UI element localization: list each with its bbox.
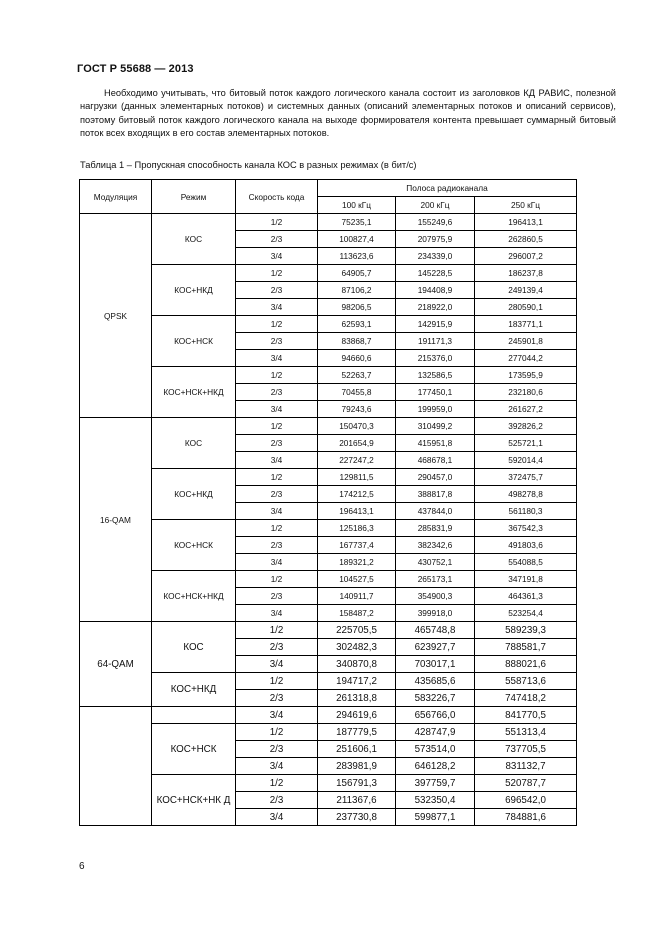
mode-cell: КОС+НКД — [152, 469, 236, 520]
value-100-cell: 104527,5 — [318, 571, 396, 588]
code-rate-cell: 2/3 — [236, 792, 318, 809]
code-rate-cell: 2/3 — [236, 486, 318, 503]
header-bandwidth: Полоса радиоканала — [318, 180, 577, 197]
code-rate-cell: 3/4 — [236, 401, 318, 418]
value-200-cell: 415951,8 — [396, 435, 475, 452]
code-rate-cell: 2/3 — [236, 639, 318, 656]
value-200-cell: 397759,7 — [396, 775, 475, 792]
value-100-cell: 75235,1 — [318, 214, 396, 231]
value-250-cell: 525721,1 — [475, 435, 577, 452]
value-200-cell: 428747,9 — [396, 724, 475, 741]
value-200-cell: 656766,0 — [396, 707, 475, 724]
table-row — [80, 214, 577, 231]
mode-cell: КОС+НКД — [152, 265, 236, 316]
value-250-cell: 186237,8 — [475, 265, 577, 282]
value-200-cell: 145228,5 — [396, 265, 475, 282]
table-row — [80, 622, 577, 639]
value-200-cell: 599877,1 — [396, 809, 475, 826]
value-200-cell: 646128,2 — [396, 758, 475, 775]
code-rate-cell: 2/3 — [236, 282, 318, 299]
value-100-cell: 64905,7 — [318, 265, 396, 282]
table-row — [80, 316, 577, 333]
table-row — [80, 707, 577, 724]
value-100-cell: 294619,6 — [318, 707, 396, 724]
code-rate-cell: 3/4 — [236, 503, 318, 520]
value-100-cell: 211367,6 — [318, 792, 396, 809]
mode-cell: КОС+НКД — [152, 673, 236, 707]
value-250-cell: 592014,4 — [475, 452, 577, 469]
value-250-cell: 392826,2 — [475, 418, 577, 435]
value-200-cell: 388817,8 — [396, 486, 475, 503]
value-250-cell: 498278,8 — [475, 486, 577, 503]
value-200-cell: 265173,1 — [396, 571, 475, 588]
value-250-cell: 589239,3 — [475, 622, 577, 639]
value-200-cell: 310499,2 — [396, 418, 475, 435]
value-100-cell: 261318,8 — [318, 690, 396, 707]
value-100-cell: 251606,1 — [318, 741, 396, 758]
code-rate-cell: 1/2 — [236, 724, 318, 741]
value-250-cell: 372475,7 — [475, 469, 577, 486]
value-200-cell: 207975,9 — [396, 231, 475, 248]
value-250-cell: 491803,6 — [475, 537, 577, 554]
code-rate-cell: 2/3 — [236, 384, 318, 401]
value-200-cell: 199959,0 — [396, 401, 475, 418]
value-100-cell: 340870,8 — [318, 656, 396, 673]
mode-cell — [152, 707, 236, 724]
value-200-cell: 177450,1 — [396, 384, 475, 401]
value-200-cell: 234339,0 — [396, 248, 475, 265]
document-code: ГОСТ Р 55688 — 2013 — [77, 63, 194, 75]
value-250-cell: 554088,5 — [475, 554, 577, 571]
value-100-cell: 83868,7 — [318, 333, 396, 350]
value-250-cell: 232180,6 — [475, 384, 577, 401]
table-row — [80, 673, 577, 690]
value-100-cell: 302482,3 — [318, 639, 396, 656]
value-200-cell: 218922,0 — [396, 299, 475, 316]
value-250-cell: 196413,1 — [475, 214, 577, 231]
value-250-cell: 747418,2 — [475, 690, 577, 707]
value-200-cell: 430752,1 — [396, 554, 475, 571]
code-rate-cell: 1/2 — [236, 367, 318, 384]
throughput-table — [79, 179, 577, 826]
code-rate-cell: 1/2 — [236, 316, 318, 333]
modulation-cell: 64-QAM — [80, 622, 152, 707]
value-100-cell: 156791,3 — [318, 775, 396, 792]
code-rate-cell: 3/4 — [236, 299, 318, 316]
value-200-cell: 194408,9 — [396, 282, 475, 299]
value-250-cell: 183771,1 — [475, 316, 577, 333]
value-100-cell: 201654,9 — [318, 435, 396, 452]
header-bw-100: 100 кГц — [318, 197, 396, 214]
header-modulation: Модуляция — [80, 180, 152, 214]
mode-cell: КОС — [152, 418, 236, 469]
value-200-cell: 132586,5 — [396, 367, 475, 384]
code-rate-cell: 3/4 — [236, 656, 318, 673]
table-row — [80, 724, 577, 741]
value-100-cell: 167737,4 — [318, 537, 396, 554]
code-rate-cell: 3/4 — [236, 248, 318, 265]
value-250-cell: 561180,3 — [475, 503, 577, 520]
code-rate-cell: 2/3 — [236, 435, 318, 452]
code-rate-cell: 3/4 — [236, 758, 318, 775]
value-200-cell: 437844,0 — [396, 503, 475, 520]
value-200-cell: 532350,4 — [396, 792, 475, 809]
code-rate-cell: 2/3 — [236, 741, 318, 758]
mode-cell: КОС+НСК+НКД — [152, 571, 236, 622]
value-100-cell: 150470,3 — [318, 418, 396, 435]
value-250-cell: 464361,3 — [475, 588, 577, 605]
mode-cell: КОС+НСК — [152, 724, 236, 775]
mode-cell: КОС+НСК — [152, 316, 236, 367]
table-row — [80, 418, 577, 435]
table-row — [80, 469, 577, 486]
value-100-cell: 227247,2 — [318, 452, 396, 469]
value-200-cell: 285831,9 — [396, 520, 475, 537]
value-200-cell: 583226,7 — [396, 690, 475, 707]
value-100-cell: 52263,7 — [318, 367, 396, 384]
value-250-cell: 261627,2 — [475, 401, 577, 418]
value-250-cell: 262860,5 — [475, 231, 577, 248]
value-100-cell: 70455,8 — [318, 384, 396, 401]
header-bw-200: 200 кГц — [396, 197, 475, 214]
modulation-cell: QPSK — [80, 214, 152, 418]
code-rate-cell: 2/3 — [236, 690, 318, 707]
value-200-cell: 703017,1 — [396, 656, 475, 673]
value-250-cell: 784881,6 — [475, 809, 577, 826]
value-200-cell: 623927,7 — [396, 639, 475, 656]
value-100-cell: 62593,1 — [318, 316, 396, 333]
value-100-cell: 113623,6 — [318, 248, 396, 265]
code-rate-cell: 1/2 — [236, 622, 318, 639]
value-250-cell: 523254,4 — [475, 605, 577, 622]
value-200-cell: 215376,0 — [396, 350, 475, 367]
value-250-cell: 841770,5 — [475, 707, 577, 724]
value-250-cell: 696542,0 — [475, 792, 577, 809]
value-100-cell: 98206,5 — [318, 299, 396, 316]
value-100-cell: 194717,2 — [318, 673, 396, 690]
value-250-cell: 831132,7 — [475, 758, 577, 775]
code-rate-cell: 3/4 — [236, 707, 318, 724]
code-rate-cell: 3/4 — [236, 809, 318, 826]
value-250-cell: 347191,8 — [475, 571, 577, 588]
value-100-cell: 125186,3 — [318, 520, 396, 537]
modulation-cell — [80, 707, 152, 826]
value-100-cell: 196413,1 — [318, 503, 396, 520]
value-100-cell: 94660,6 — [318, 350, 396, 367]
value-250-cell: 558713,6 — [475, 673, 577, 690]
value-200-cell: 468678,1 — [396, 452, 475, 469]
value-250-cell: 277044,2 — [475, 350, 577, 367]
table-body — [80, 214, 577, 826]
intro-paragraph: Необходимо учитывать, что битовый поток каждого логического канала состоит из заголовков КД РАВИС, полезной нагрузки (данных элементарных потоков) и системных данных (описаний элементарных потоков и описаний сервисов), поэтому битовый поток каждого логического канала на выходе формирователя контента превышает суммарный битовый поток всех входящих в его состав элементарных потоков. — [80, 88, 616, 139]
table-row — [80, 367, 577, 384]
mode-cell: КОС — [152, 214, 236, 265]
code-rate-cell: 3/4 — [236, 554, 318, 571]
value-100-cell: 129811,5 — [318, 469, 396, 486]
header-code-rate: Скорость кода — [236, 180, 318, 214]
table-row — [80, 775, 577, 792]
value-200-cell: 382342,6 — [396, 537, 475, 554]
value-250-cell: 245901,8 — [475, 333, 577, 350]
code-rate-cell: 1/2 — [236, 469, 318, 486]
value-100-cell: 189321,2 — [318, 554, 396, 571]
value-250-cell: 551313,4 — [475, 724, 577, 741]
code-rate-cell: 1/2 — [236, 775, 318, 792]
code-rate-cell: 2/3 — [236, 588, 318, 605]
code-rate-cell: 1/2 — [236, 673, 318, 690]
code-rate-cell: 3/4 — [236, 350, 318, 367]
header-mode: Режим — [152, 180, 236, 214]
mode-cell: КОС — [152, 622, 236, 673]
table-row — [80, 265, 577, 282]
page-number: 6 — [79, 861, 85, 872]
value-250-cell: 249139,4 — [475, 282, 577, 299]
value-100-cell: 158487,2 — [318, 605, 396, 622]
mode-cell: КОС+НСК+НКД — [152, 367, 236, 418]
code-rate-cell: 1/2 — [236, 571, 318, 588]
value-250-cell: 788581,7 — [475, 639, 577, 656]
value-250-cell: 888021,6 — [475, 656, 577, 673]
value-250-cell: 296007,2 — [475, 248, 577, 265]
table-caption: Таблица 1 – Пропускная способность канала КОС в разных режимах (в бит/с) — [80, 160, 417, 170]
code-rate-cell: 2/3 — [236, 333, 318, 350]
value-200-cell: 191171,3 — [396, 333, 475, 350]
value-200-cell: 155249,6 — [396, 214, 475, 231]
code-rate-cell: 1/2 — [236, 214, 318, 231]
value-100-cell: 100827,4 — [318, 231, 396, 248]
value-250-cell: 520787,7 — [475, 775, 577, 792]
value-200-cell: 465748,8 — [396, 622, 475, 639]
value-200-cell: 290457,0 — [396, 469, 475, 486]
code-rate-cell: 2/3 — [236, 537, 318, 554]
code-rate-cell: 3/4 — [236, 452, 318, 469]
code-rate-cell: 1/2 — [236, 520, 318, 537]
value-250-cell: 173595,9 — [475, 367, 577, 384]
code-rate-cell: 2/3 — [236, 231, 318, 248]
modulation-cell: 16-QAM — [80, 418, 152, 622]
value-200-cell: 354900,3 — [396, 588, 475, 605]
value-100-cell: 283981,9 — [318, 758, 396, 775]
value-100-cell: 140911,7 — [318, 588, 396, 605]
mode-cell: КОС+НСК+НК Д — [152, 775, 236, 826]
value-100-cell: 237730,8 — [318, 809, 396, 826]
value-100-cell: 225705,5 — [318, 622, 396, 639]
value-100-cell: 174212,5 — [318, 486, 396, 503]
value-200-cell: 399918,0 — [396, 605, 475, 622]
value-200-cell: 142915,9 — [396, 316, 475, 333]
value-100-cell: 79243,6 — [318, 401, 396, 418]
mode-cell: КОС+НСК — [152, 520, 236, 571]
code-rate-cell: 1/2 — [236, 418, 318, 435]
header-bw-250: 250 кГц — [475, 197, 577, 214]
table-row — [80, 520, 577, 537]
value-100-cell: 187779,5 — [318, 724, 396, 741]
value-250-cell: 280590,1 — [475, 299, 577, 316]
value-200-cell: 573514,0 — [396, 741, 475, 758]
value-200-cell: 435685,6 — [396, 673, 475, 690]
table-row — [80, 571, 577, 588]
value-250-cell: 367542,3 — [475, 520, 577, 537]
code-rate-cell: 3/4 — [236, 605, 318, 622]
code-rate-cell: 1/2 — [236, 265, 318, 282]
value-100-cell: 87106,2 — [318, 282, 396, 299]
value-250-cell: 737705,5 — [475, 741, 577, 758]
